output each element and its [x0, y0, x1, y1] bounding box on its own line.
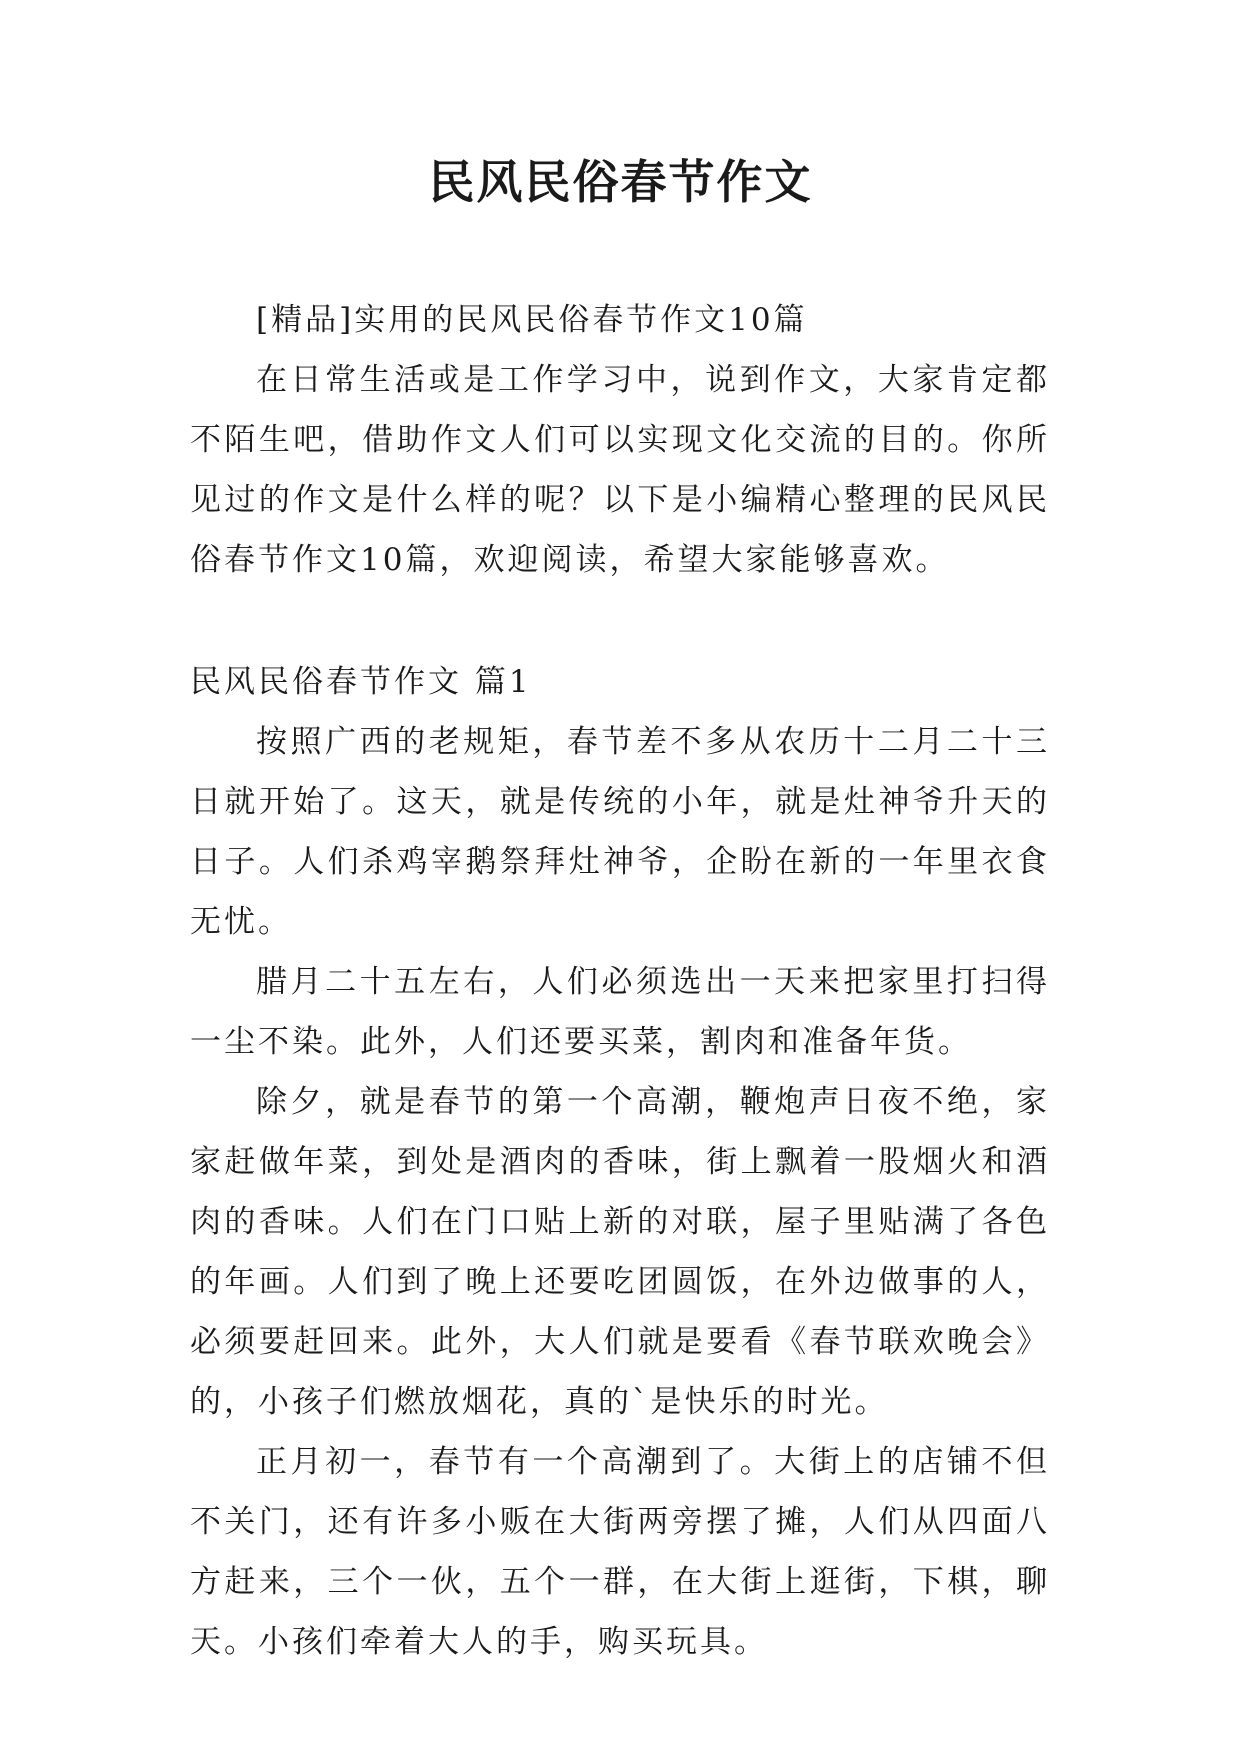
document-subtitle: [精品]实用的民风民俗春节作文10篇 [256, 302, 808, 338]
body-paragraph: 腊月二十五左右，人们必须选出一天来把家里打扫得一尘不染。此外，人们还要买菜，割肉和准备年货。 [190, 964, 1050, 1060]
body-paragraph: 按照广西的老规矩，春节差不多从农历十二月二十三日就开始了。这天，就是传统的小年，就是灶神爷升天的日子。人们杀鸡宰鹅祭拜灶神爷，企盼在新的一年里衣食无忧。 [190, 724, 1050, 940]
document-title: 民风民俗春节作文 [428, 155, 813, 209]
body-paragraph: 除夕，就是春节的第一个高潮，鞭炮声日夜不绝，家家赶做年菜，到处是酒肉的香味，街上飘着一股烟火和酒肉的香味。人们在门口贴上新的对联，屋子里贴满了各色的年画。人们到了晚上还要吃团圆饭，在外边做事的人，必须要赶回来。此外，大人们就是要看《春节联欢晚会》的，小孩子们燃放烟花，真的`是快乐的时光。 [190, 1084, 1050, 1420]
section-heading: 民风民俗春节作文 篇1 [190, 664, 532, 700]
intro-paragraph: 在日常生活或是工作学习中，说到作文，大家肯定都不陌生吧，借助作文人们可以实现文化交流的目的。你所见过的作文是什么样的呢？以下是小编精心整理的民风民俗春节作文10篇，欢迎阅读，希望大家能够喜欢。 [190, 362, 1050, 578]
document-body [190, 290, 1050, 1672]
body-paragraph: 正月初一，春节有一个高潮到了。大街上的店铺不但不关门，还有许多小贩在大街两旁摆了摊，人们从四面八方赶来，三个一伙，五个一群，在大街上逛街，下棋，聊天。小孩们牵着大人的手，购买玩具。 [190, 1444, 1050, 1660]
